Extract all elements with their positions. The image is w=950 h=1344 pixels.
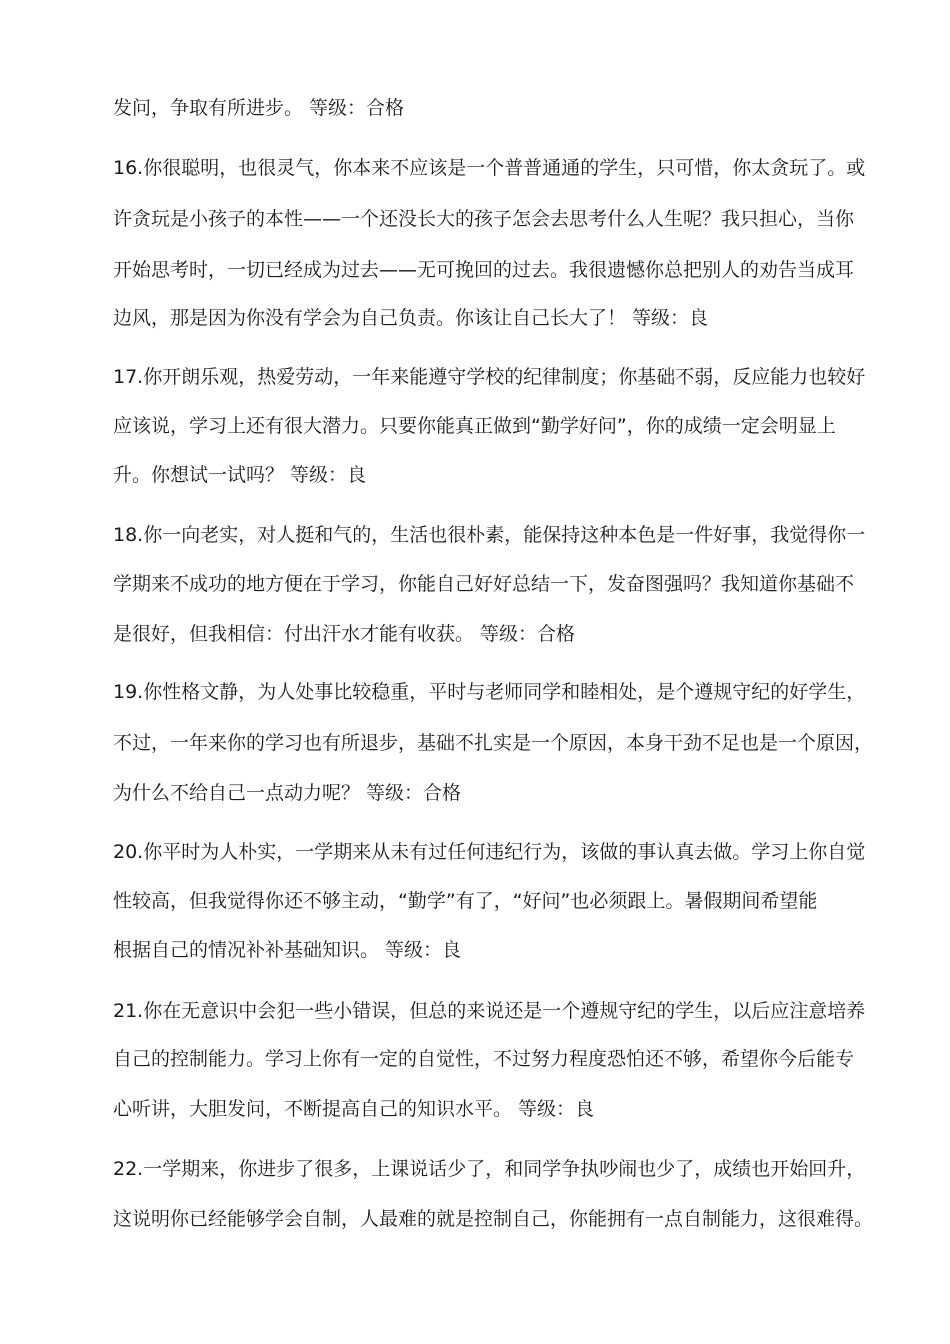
text-line: 19.你性格文静，为人处事比较稳重，平时与老师同学和睦相处，是个遵规守纪的好学生， [113, 681, 866, 703]
text-line: 17.你开朗乐观，热爱劳动，一年来能遵守学校的纪律制度；你基础不弱，反应能力也较好 [113, 366, 866, 388]
text-line: 性较高，但我觉得你还不够主动，“勤学”有了，“好问”也必须跟上。暑假期间希望能 [113, 890, 818, 912]
text-line: 22.一学期来，你进步了很多，上课说话少了，和同学争执吵闹也少了，成绩也开始回升， [113, 1158, 866, 1180]
text-line: 学期来不成功的地方便在于学习，你能自己好好总结一下，发奋图强吗？我知道你基础不 [113, 573, 855, 595]
text-line: 发问，争取有所进步。 等级：合格 [113, 97, 405, 119]
text-line: 根据自己的情况补补基础知识。 等级：良 [113, 939, 462, 961]
text-line: 16.你很聪明，也很灵气，你本来不应该是一个普普通通的学生，只可惜，你太贪玩了。或 [113, 157, 866, 179]
text-line: 20.你平时为人朴实，一学期来从未有过任何违纪行为，该做的事认真去做。学习上你自觉 [113, 841, 866, 863]
text-line: 边风，那是因为你没有学会为自己负责。你该让自己长大了！ 等级：良 [113, 307, 709, 329]
text-line: 这说明你已经能够学会自制，人最难的就是控制自己，你能拥有一点自制能力，这很难得。 [113, 1208, 874, 1230]
text-line: 开始思考时，一切已经成为过去——无可挽回的过去。我很遗憾你总把别人的劝告当成耳 [113, 259, 855, 281]
text-line: 是很好，但我相信：付出汗水才能有收获。 等级：合格 [113, 623, 576, 645]
text-line: 应该说，学习上还有很大潜力。只要你能真正做到“勤学好问”，你的成绩一定会明显上 [113, 415, 836, 437]
text-line: 许贪玩是小孩子的本性——一个还没长大的孩子怎会去思考什么人生呢？我只担心，当你 [113, 208, 855, 230]
text-line: 升。你想试一试吗？ 等级：良 [113, 464, 367, 486]
text-line: 21.你在无意识中会犯一些小错误，但总的来说还是一个遵规守纪的学生，以后应注意培养 [113, 1000, 866, 1022]
text-line: 为什么不给自己一点动力呢？ 等级：合格 [113, 782, 462, 804]
text-line: 18.你一向老实，对人挺和气的，生活也很朴素，能保持这种本色是一件好事，我觉得你一 [113, 524, 866, 546]
text-line: 不过，一年来你的学习也有所退步，基础不扎实是一个原因，本身干劲不足也是一个原因， [113, 732, 874, 754]
text-line: 自己的控制能力。学习上你有一定的自觉性，不过努力程度恐怕还不够，希望你今后能专 [113, 1048, 855, 1070]
text-line: 心听讲，大胆发问，不断提高自己的知识水平。 等级：良 [113, 1098, 595, 1120]
